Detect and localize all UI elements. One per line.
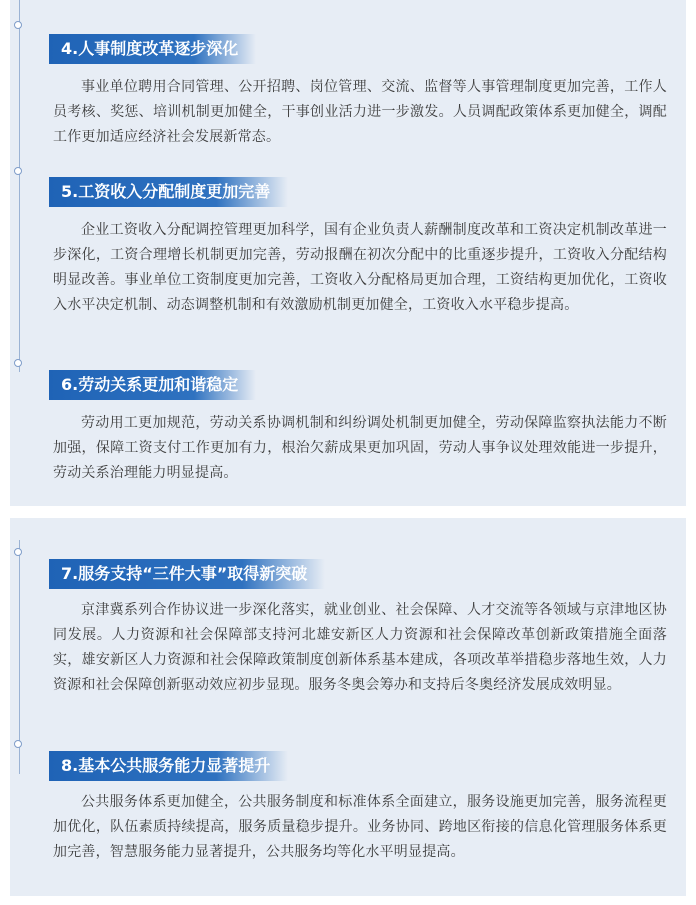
section-body-6: 劳动用工更加规范，劳动关系协调机制和纠纷调处机制更加健全，劳动保障监察执法能力不断加强，保障工资支付工作更加有力，根治欠薪成果更加巩固，劳动人事争议处理效能进一步提升，劳动关系治理能力明显提高。 <box>53 415 667 481</box>
timeline-dot <box>14 167 22 175</box>
section-heading-7: 7.服务支持“三件大事”取得新突破 <box>49 559 325 589</box>
section-heading-8: 8.基本公共服务能力显著提升 <box>49 751 288 781</box>
timeline-dot <box>14 21 22 29</box>
section-body-7: 京津冀系列合作协议进一步深化落实，就业创业、社会保障、人才交流等各领域与京津地区协同发展。人力资源和社会保障部支持河北雄安新区人力资源和社会保障改革创新政策措施全面落实，雄安新区人力资源和社会保障政策制度创新体系基本建成，各项改革举措稳步落地生效，人力资源和社会保障创新驱动效应初步显现。服务冬奥会筹办和支持后冬奥经济发展成效明显。 <box>53 602 667 693</box>
timeline-line <box>19 540 20 774</box>
section-body-4: 事业单位聘用合同管理、公开招聘、岗位管理、交流、监督等人事管理制度更加完善，工作人员考核、奖惩、培训机制更加健全，干事创业活力进一步激发。人员调配政策体系更加健全，调配工作更加适应经济社会发展新常态。 <box>53 79 667 145</box>
timeline-dot <box>14 359 22 367</box>
section-heading-4: 4.人事制度改革逐步深化 <box>49 34 256 64</box>
timeline-line <box>19 0 20 372</box>
section-heading-6: 6.劳动关系更加和谐稳定 <box>49 370 256 400</box>
section-heading-5: 5.工资收入分配制度更加完善 <box>49 177 288 207</box>
section-body-5: 企业工资收入分配调控管理更加科学，国有企业负责人薪酬制度改革和工资决定机制改革进一步深化，工资合理增长机制更加完善，劳动报酬在初次分配中的比重逐步提升，工资收入分配结构明显改善。事业单位工资制度更加完善，工资收入分配格局更加合理，工资结构更加优化，工资收入水平决定机制、动态调整机制和有效激励机制更加健全，工资收入水平稳步提高。 <box>53 222 667 313</box>
timeline-dot <box>14 548 22 556</box>
content-panel-1 <box>10 0 686 506</box>
timeline-dot <box>14 740 22 748</box>
section-body-8: 公共服务体系更加健全，公共服务制度和标准体系全面建立，服务设施更加完善，服务流程更加优化，队伍素质持续提高，服务质量稳步提升。业务协同、跨地区衔接的信息化管理服务体系更加完善，智慧服务能力显著提升，公共服务均等化水平明显提高。 <box>53 794 667 860</box>
content-panel-2 <box>10 518 686 896</box>
